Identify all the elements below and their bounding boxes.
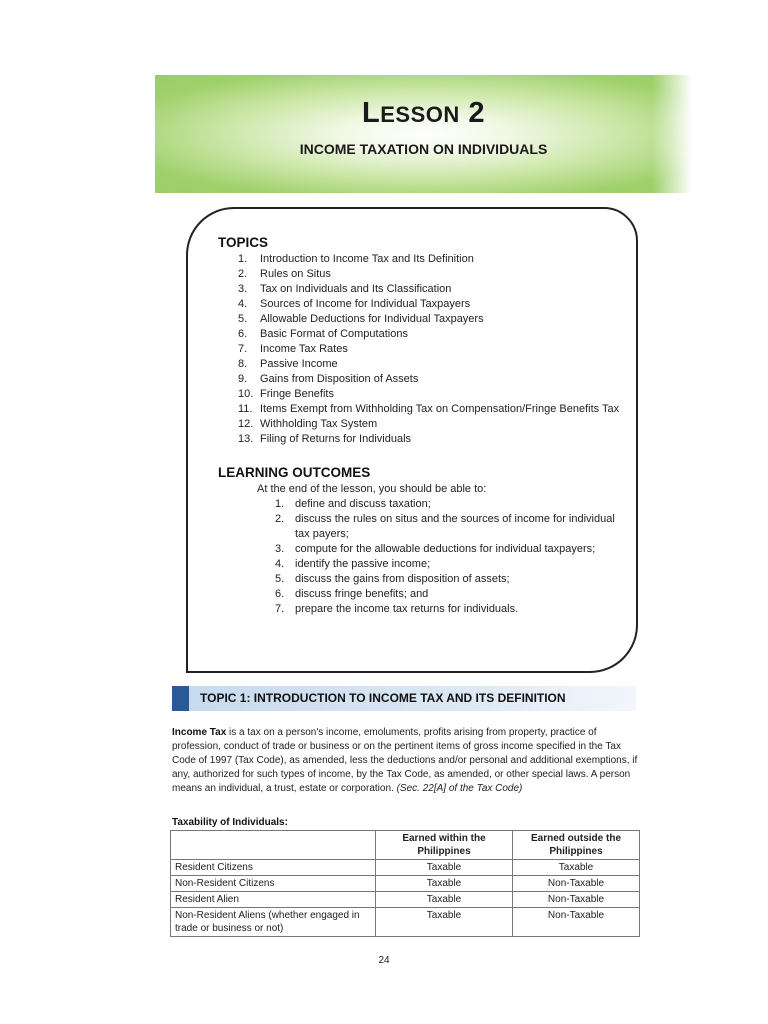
topic-item-text: Fringe Benefits bbox=[260, 388, 334, 400]
lesson-word-first: L bbox=[362, 97, 381, 129]
table-row bbox=[171, 892, 640, 908]
topic-item-text: Income Tax Rates bbox=[260, 343, 348, 355]
income-tax-body: is a tax on a person's income, emoluments, profits arising from property, practice of profession, conduct of trade or business or on the pertinent items of gross income specified in the Tax Code of 1997 (Tax Code), as amended, less the deductions and/or personal and additional exemptions, if any, authorized for such types of income, by the Tax Code, as amended, or other special laws. A person means an individual, a trust, estate or corporation. bbox=[172, 727, 638, 794]
topic-item-number: 4. bbox=[238, 298, 248, 310]
table-header-within: Earned within the Philippines bbox=[376, 831, 513, 860]
outcome-item bbox=[275, 572, 626, 587]
topic-item-text: Tax on Individuals and Its Classification bbox=[260, 283, 452, 295]
within-cell: Taxable bbox=[376, 908, 513, 937]
topic1-header bbox=[172, 686, 636, 711]
topic-item bbox=[238, 402, 626, 417]
taxability-caption: Taxability of Individuals: bbox=[172, 817, 288, 828]
topic-item-text: Gains from Disposition of Assets bbox=[260, 373, 419, 385]
page-number: 24 bbox=[378, 955, 390, 966]
topic-item bbox=[238, 327, 626, 342]
outcome-item-number: 1. bbox=[275, 498, 285, 510]
table-row bbox=[171, 876, 640, 892]
taxability-table bbox=[170, 830, 640, 937]
topic-item bbox=[238, 417, 626, 432]
row-label-cell: Resident Alien bbox=[171, 892, 376, 908]
outside-cell: Taxable bbox=[513, 860, 640, 876]
outcome-item-number: 4. bbox=[275, 558, 285, 570]
table-header-blank bbox=[171, 831, 376, 860]
outcomes-intro: At the end of the lesson, you should be able to: bbox=[257, 483, 487, 495]
lesson-word-rest: ESSON bbox=[380, 102, 460, 127]
within-cell: Taxable bbox=[376, 892, 513, 908]
topic-item-text: Filing of Returns for Individuals bbox=[260, 433, 412, 445]
lesson-title bbox=[155, 97, 692, 130]
outcome-item bbox=[275, 542, 626, 557]
topic-item-text: Allowable Deductions for Individual Taxpayers bbox=[260, 313, 484, 325]
within-cell: Taxable bbox=[376, 860, 513, 876]
topic-item bbox=[238, 297, 626, 312]
topic-item-number: 5. bbox=[238, 313, 248, 325]
topic-item bbox=[238, 252, 626, 267]
topic-item-text: Withholding Tax System bbox=[260, 418, 378, 430]
topic-item-number: 6. bbox=[238, 328, 248, 340]
topic-item-text: Sources of Income for Individual Taxpayers bbox=[260, 298, 471, 310]
topic-item bbox=[238, 282, 626, 297]
topic-item bbox=[238, 387, 626, 402]
topics-list bbox=[238, 252, 626, 447]
topic-item bbox=[238, 357, 626, 372]
table-row bbox=[171, 908, 640, 937]
topic-item-number: 12. bbox=[238, 418, 254, 430]
topic-item-text: Passive Income bbox=[260, 358, 338, 370]
outcome-item-number: 3. bbox=[275, 543, 285, 555]
outcome-item-text: identify the passive income; bbox=[295, 558, 431, 570]
topic-item-text: Rules on Situs bbox=[260, 268, 331, 280]
row-label-cell: Non-Resident Aliens (whether engaged in trade or business or not) bbox=[171, 908, 376, 937]
table-header-outside: Earned outside the Philippines bbox=[513, 831, 640, 860]
outcome-item bbox=[275, 587, 626, 602]
outside-cell: Non-Taxable bbox=[513, 876, 640, 892]
outcome-item bbox=[275, 557, 626, 572]
outside-cell: Non-Taxable bbox=[513, 908, 640, 937]
lesson-banner bbox=[155, 75, 692, 193]
income-tax-definition bbox=[172, 726, 638, 796]
banner-fade bbox=[652, 75, 692, 193]
topic-item bbox=[238, 312, 626, 327]
topic-item-number: 7. bbox=[238, 343, 248, 355]
topic-item-number: 3. bbox=[238, 283, 248, 295]
within-cell: Taxable bbox=[376, 876, 513, 892]
outcome-item bbox=[275, 497, 626, 512]
outcome-item-number: 7. bbox=[275, 603, 285, 615]
outside-cell: Non-Taxable bbox=[513, 892, 640, 908]
outcome-item bbox=[275, 512, 626, 542]
lesson-number: 2 bbox=[468, 97, 485, 129]
outcome-item-text: discuss the gains from disposition of assets; bbox=[295, 573, 510, 585]
outcome-item bbox=[275, 602, 626, 617]
outcome-item-text: prepare the income tax returns for individuals. bbox=[295, 603, 519, 615]
topic1-header-label: TOPIC 1: INTRODUCTION TO INCOME TAX AND ITS DEFINITION bbox=[200, 691, 566, 705]
income-tax-term: Income Tax bbox=[172, 727, 227, 738]
topic-item-text: Basic Format of Computations bbox=[260, 328, 408, 340]
lesson-subtitle: INCOME TAXATION ON INDIVIDUALS bbox=[299, 141, 548, 157]
topic-item bbox=[238, 267, 626, 282]
topic-item bbox=[238, 342, 626, 357]
table-header-row bbox=[171, 831, 640, 860]
topic-item-number: 1. bbox=[238, 253, 248, 265]
topic-item-number: 11. bbox=[238, 403, 253, 415]
topic-item-text: Items Exempt from Withholding Tax on Compensation/Fringe Benefits Tax bbox=[260, 403, 620, 415]
outcomes-list bbox=[275, 497, 626, 617]
income-tax-citation: (Sec. 22[A] of the Tax Code) bbox=[396, 783, 523, 794]
row-label-cell: Resident Citizens bbox=[171, 860, 376, 876]
topic-item-text: Introduction to Income Tax and Its Definition bbox=[260, 253, 474, 265]
table-row bbox=[171, 860, 640, 876]
outcome-item-text: discuss the rules on situs and the sources of income for individual tax payers; bbox=[295, 513, 615, 540]
topic-item-number: 10. bbox=[238, 388, 254, 400]
topics-box bbox=[186, 207, 638, 673]
outcome-item-number: 6. bbox=[275, 588, 285, 600]
topic-item-number: 13. bbox=[238, 433, 254, 445]
outcome-item-number: 5. bbox=[275, 573, 285, 585]
topics-heading: TOPICS bbox=[218, 235, 269, 250]
topics-box-content bbox=[218, 235, 626, 617]
outcome-item-text: compute for the allowable deductions for individual taxpayers; bbox=[295, 543, 596, 555]
topic-item bbox=[238, 372, 626, 387]
outcome-item-text: define and discuss taxation; bbox=[295, 498, 431, 510]
outcomes-heading: LEARNING OUTCOMES bbox=[218, 465, 371, 480]
topic-item-number: 8. bbox=[238, 358, 248, 370]
outcome-item-text: discuss fringe benefits; and bbox=[295, 588, 429, 600]
row-label-cell: Non-Resident Citizens bbox=[171, 876, 376, 892]
topic-header-marker bbox=[172, 686, 189, 711]
outcome-item-number: 2. bbox=[275, 513, 285, 525]
topic-item-number: 9. bbox=[238, 373, 248, 385]
topic-item-number: 2. bbox=[238, 268, 248, 280]
topic-item bbox=[238, 432, 626, 447]
